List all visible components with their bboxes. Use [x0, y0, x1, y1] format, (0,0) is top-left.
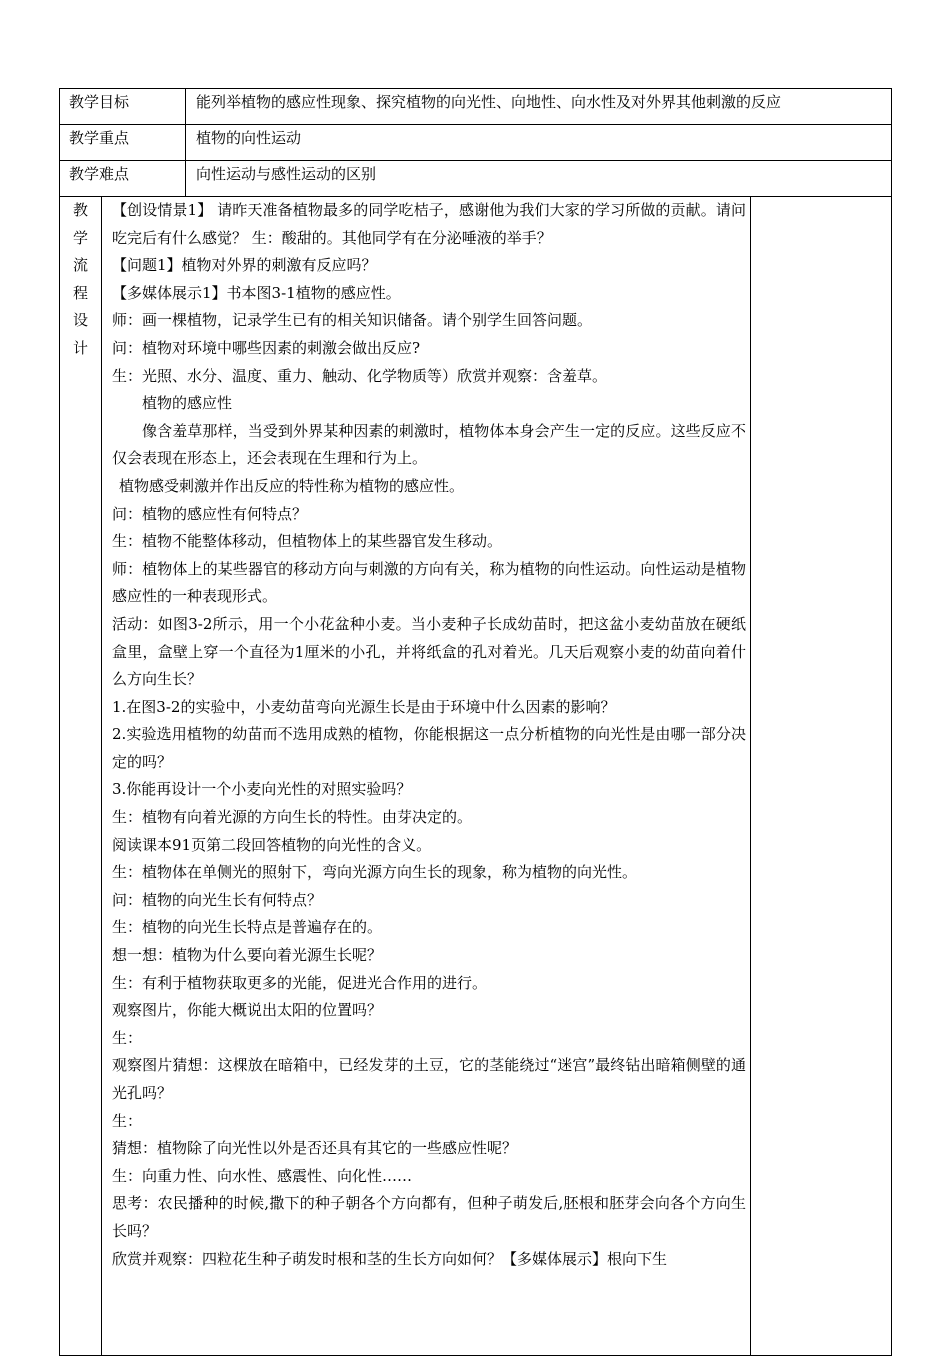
row-teaching-flow	[60, 197, 892, 1356]
flow-line: 生：有利于植物获取更多的光能，促进光合作用的进行。	[112, 973, 488, 992]
teaching-flow-label	[60, 197, 102, 1356]
flow-line: 观察图片，你能大概说出太阳的位置吗？	[112, 1001, 383, 1020]
flow-label-char: 教	[72, 201, 88, 219]
teaching-key-point-label: 教学重点	[60, 125, 186, 161]
flow-label-char: 设	[72, 311, 88, 330]
flow-line: 生：植物体在单侧光的照射下，弯向光源方向生长的现象，称为植物的向光性。	[112, 863, 638, 882]
flow-line: 师：植物体上的某些器官的移动方向与刺激的方向有关，称为植物的向性运动。向性运动是植物感应性的一种表现形式。	[112, 559, 746, 606]
flow-line: 问：植物对环境中哪些因素的刺激会做出反应?	[112, 338, 421, 357]
flow-line: 猜想：植物除了向光性以外是否还具有其它的一些感应性呢？	[112, 1139, 518, 1158]
flow-line: 【问题1】植物对外界的刺激有反应吗？	[112, 256, 377, 275]
row-teaching-difficulty	[60, 161, 892, 197]
flow-line: 植物感受刺激并作出反应的特性称为植物的感应性。	[119, 476, 465, 495]
flow-line: 生：光照、水分、温度、重力、触动、化学物质等）欣赏并观察：含羞草。	[112, 366, 608, 385]
notes-column	[751, 197, 892, 1356]
flow-line: 观察图片猜想：这棵放在暗箱中，已经发芽的土豆，它的茎能绕过“迷宫”最终钻出暗箱侧壁的通光孔吗？	[112, 1056, 746, 1102]
flow-line: 生：向重力性、向水性、感震性、向化性……	[112, 1166, 413, 1185]
teaching-difficulty-label: 教学难点	[60, 161, 186, 197]
flow-label-char: 程	[72, 283, 88, 302]
flow-line: 师：画一棵植物，记录学生已有的相关知识储备。请个别学生回答问题。	[112, 311, 593, 330]
flow-line: 【创设情景1】 请昨天准备植物最多的同学吃桔子，感谢他为我们大家的学习所做的贡献。请问吃完后有什么感觉？ 生：酸甜的。其他同学有在分泌唾液的举手？	[112, 201, 746, 247]
flow-line: 2.实验选用植物的幼苗而不选用成熟的植物，你能根据这一点分析植物的向光性是由哪一部分决定的吗？	[112, 725, 746, 771]
flow-line: 【多媒体展示1】书本图3-1植物的感应性。	[112, 283, 401, 302]
flow-line: 生：植物的向光生长特点是普遍存在的。	[112, 918, 383, 937]
teaching-key-point-value: 植物的向性运动	[186, 125, 892, 161]
flow-line: 3.你能再设计一个小麦向光性的对照实验吗？	[112, 780, 412, 799]
flow-line: 1.在图3-2的实验中，小麦幼苗弯向光源生长是由于环境中什么因素的影响？	[112, 697, 616, 716]
flow-line: 生：植物有向着光源的方向生长的特性。由芽决定的。	[112, 808, 473, 827]
flow-line: 生：	[112, 1028, 143, 1047]
flow-line: 问：植物的向光生长有何特点？	[112, 890, 323, 909]
teaching-difficulty-value: 向性运动与感性运动的区别	[186, 161, 892, 197]
flow-label-char: 学	[72, 228, 88, 247]
flow-line: 想一想：植物为什么要向着光源生长呢？	[112, 946, 383, 965]
flow-line: 思考：农民播种的时候,撒下的种子朝各个方向都有，但种子萌发后,胚根和胚芽会向各个方向生长吗？	[112, 1194, 746, 1240]
row-teaching-goal	[60, 89, 892, 125]
row-teaching-key-point	[60, 125, 892, 161]
flow-label-char: 计	[72, 338, 88, 357]
lesson-plan-table	[59, 88, 892, 1356]
flow-line: 像含羞草那样，当受到外界某种因素的刺激时，植物体本身会产生一定的反应。这些反应不仅会表现在形态上，还会表现在生理和行为上。	[112, 421, 746, 468]
teaching-goal-label: 教学目标	[60, 89, 186, 125]
flow-label-char: 流	[72, 256, 88, 275]
flow-line: 问：植物的感应性有何特点？	[112, 504, 308, 523]
teaching-goal-value: 能列举植物的感应性现象、探究植物的向光性、向地性、向水性及对外界其他刺激的反应	[186, 89, 892, 125]
teaching-flow-content	[102, 197, 751, 1356]
flow-line: 活动：如图3-2所示，用一个小花盆种小麦。当小麦种子长成幼苗时，把这盆小麦幼苗放在硬纸盒里，盒壁上穿一个直径为1厘米的小孔，并将纸盒的孔对着光。几天后观察小麦的幼苗向着什么方向生长？	[112, 614, 746, 689]
flow-line: 阅读课本91页第二段回答植物的向光性的含义。	[112, 835, 432, 854]
flow-line: 生：植物不能整体移动，但植物体上的某些器官发生移动。	[112, 532, 503, 551]
flow-subheading: 植物的感应性	[142, 394, 233, 413]
flow-line: 欣赏并观察：四粒花生种子萌发时根和茎的生长方向如何？【多媒体展示】根向下生	[112, 1249, 668, 1268]
flow-line: 生：	[112, 1111, 143, 1130]
